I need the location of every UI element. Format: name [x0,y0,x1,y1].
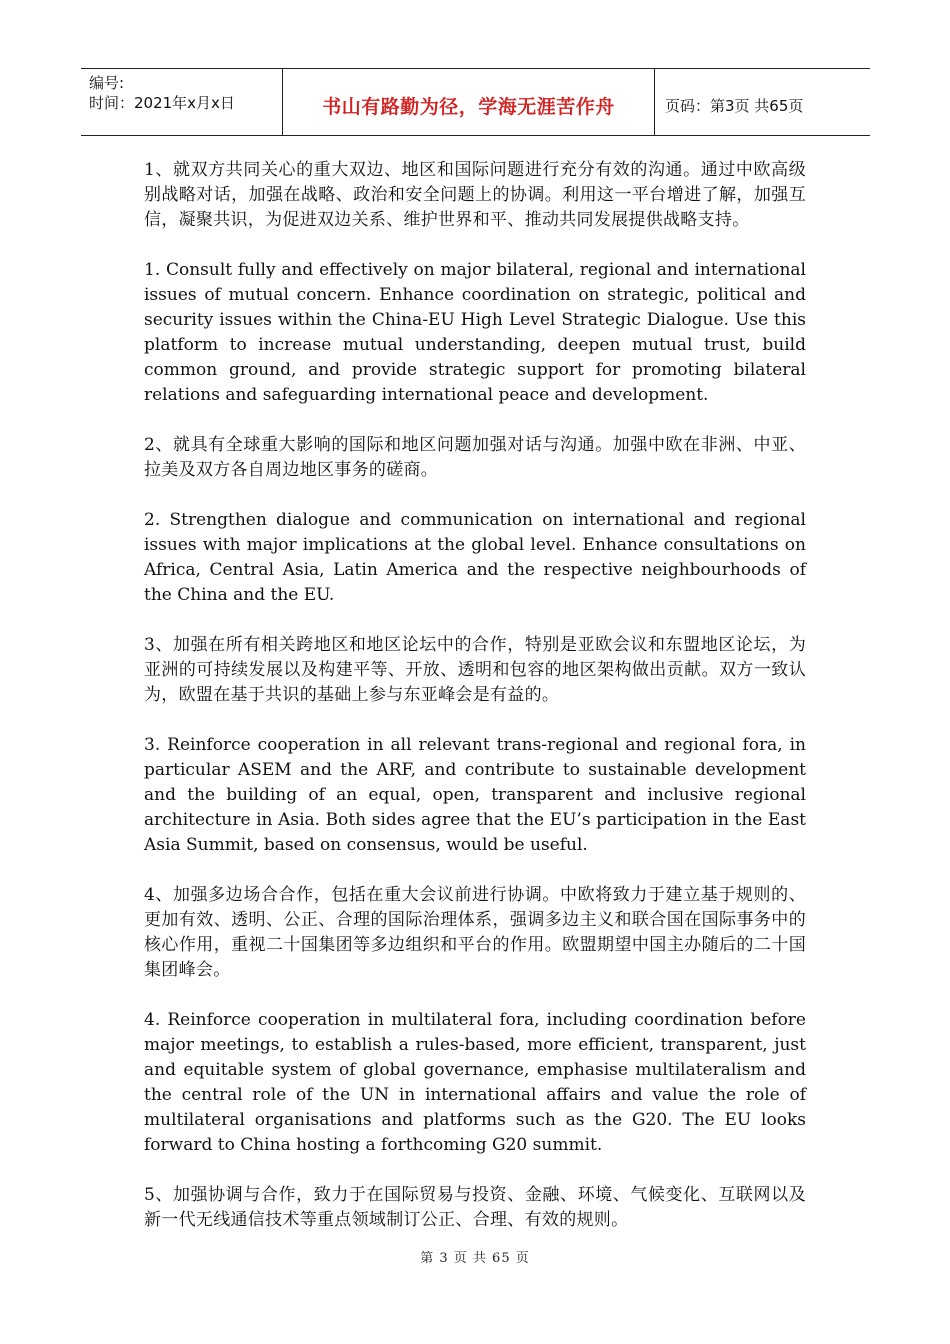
paragraph-4-zh: 4、加强多边场合合作，包括在重大会议前进行协调。中欧将致力于建立基于规则的、更加有效、透明、公正、合理的国际治理体系，强调多边主义和联合国在国际事务中的核心作用，重视二十国集团等多边组织和平台的作用。欧盟期望中国主办随后的二十国集团峰会。 [144,885,806,980]
page-code: 页码：第3页 共65页 [665,96,804,115]
paragraph-5-zh: 5、加强协调与合作，致力于在国际贸易与投资、金融、环境、气候变化、互联网以及新一代无线通信技术等重点领域制订公正、合理、有效的规则。 [144,1185,806,1230]
paragraph-1-zh: 1、就双方共同关心的重大双边、地区和国际问题进行充分有效的沟通。通过中欧高级别战略对话，加强在战略、政治和安全问题上的协调。利用这一平台增进了解，加强互信，凝聚共识，为促进双边关系、维护世界和平、推动共同发展提供战略支持。 [144,160,806,230]
paragraph-3-en: 3. Reinforce cooperation in all relevant trans-regional and regional fora, in particular ASEM and the ARF, and contribute to sustainable development and the building of an equal, open, transparent and inclusive regional architecture in Asia. Both sides agree that the EU’s participation in the East Asia Summit, based on consensus, would be useful. [144,735,806,855]
header-meta-cell [81,69,282,135]
time-label: 时间：2021年x月x日 [89,94,235,112]
paragraph-1-en: 1. Consult fully and effectively on major bilateral, regional and international issues of mutual concern. Enhance coordination on strategic, political and security issues within the China-EU High Level Strategic Dialogue. Use this platform to increase mutual understanding, deepen mutual trust, build common ground, and provide strategic support for promoting bilateral relations and safeguarding international peace and development. [144,260,806,405]
document-body [144,158,806,1258]
paragraph-2-zh: 2、就具有全球重大影响的国际和地区问题加强对话与沟通。加强中欧在非洲、中亚、拉美及双方各自周边地区事务的磋商。 [144,435,806,480]
header-motto-cell [282,69,655,135]
motto-text: 书山有路勤为径，学海无涯苦作舟 [322,95,615,118]
paragraph-2-en: 2. Strengthen dialogue and communication on international and regional issues with major implications at the global level. Enhance consultations on Africa, Central Asia, Latin America and the respective neighbourhoods of the China and the EU. [144,510,806,605]
footer-page-number: 第 3 页 共 65 页 [420,1251,530,1266]
page-header [81,68,870,136]
paragraph-4-en: 4. Reinforce cooperation in multilateral fora, including coordination before major meetings, to establish a rules-based, more efficient, transparent, just and equitable system of global governance, emphasise multilateralism and the central role of the UN in international affairs and value the role of multilateral organisations and platforms such as the G20. The EU looks forward to China hosting a forthcoming G20 summit. [144,1010,806,1155]
header-page-cell [655,69,870,135]
page-footer [0,1247,950,1266]
doc-number-label: 编号: [89,74,125,92]
paragraph-3-zh: 3、加强在所有相关跨地区和地区论坛中的合作，特别是亚欧会议和东盟地区论坛，为亚洲的可持续发展以及构建平等、开放、透明和包容的地区架构做出贡献。双方一致认为，欧盟在基于共识的基础上参与东亚峰会是有益的。 [144,635,806,705]
